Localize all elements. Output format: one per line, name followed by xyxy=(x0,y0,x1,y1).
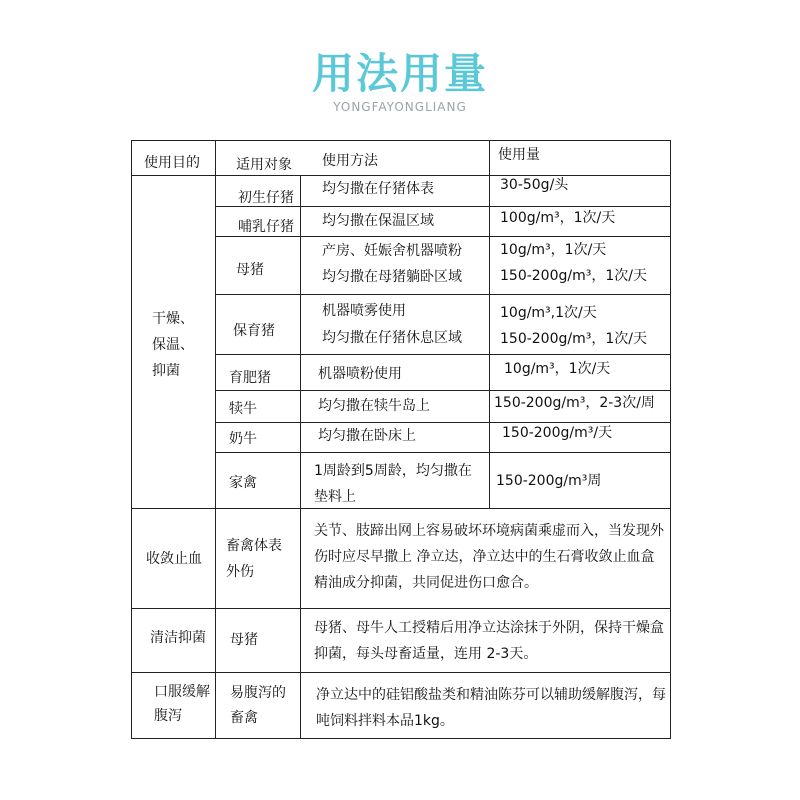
description-cell: 关节、肢蹄出网上容易破坏环境病菌乘虚而入，当发现外伤时应尽早撒上 净立达，净立达中的生石膏收敛止血盒精油成分抑菌，共同促进伤口愈合。 xyxy=(314,523,664,591)
dosage-cell: 150-200g/m³/天 xyxy=(502,425,613,441)
purpose-cell: 口服缓解 xyxy=(154,684,210,700)
dosage-table xyxy=(131,140,671,739)
purpose-cell: 收敛止血 xyxy=(146,551,202,567)
dosage-cell: 100g/m³，1次/天 xyxy=(500,210,616,226)
table-divider xyxy=(132,175,670,176)
target-cell: 家禽 xyxy=(229,475,257,491)
table-divider xyxy=(215,354,670,355)
table-divider xyxy=(132,608,670,609)
header-target: 适用对象 xyxy=(236,157,292,173)
dosage-cell: 150-200g/m³周 xyxy=(496,473,602,489)
target-cell: 母猪 xyxy=(230,632,258,648)
target-cell: 保育猪 xyxy=(233,323,275,339)
dosage-cell: 10g/m³,1次/天 xyxy=(500,305,597,321)
table-divider xyxy=(215,452,670,453)
dosage-cell: 30-50g/头 xyxy=(500,177,569,193)
method-cell: 机器喷雾使用 xyxy=(322,303,406,319)
header-method: 使用方法 xyxy=(322,153,378,169)
table-divider xyxy=(300,175,301,738)
dosage-cell: 150-200g/m³，1次/天 xyxy=(500,268,647,284)
purpose-cell: 干燥、 xyxy=(152,311,194,327)
dosage-cell: 10g/m³，1次/天 xyxy=(504,361,611,377)
target-cell: 外伤 xyxy=(226,564,254,580)
header-purpose: 使用目的 xyxy=(144,155,200,171)
purpose-cell: 腹泻 xyxy=(154,708,182,724)
page-subtitle: YONGFAYONGLIANG xyxy=(333,100,467,114)
method-cell: 1周龄到5周龄，均匀撒在 xyxy=(314,463,472,479)
method-cell: 机器喷粉使用 xyxy=(318,366,402,382)
target-cell: 初生仔猪 xyxy=(238,190,294,206)
method-cell: 均匀撒在保温区域 xyxy=(322,213,434,229)
table-divider xyxy=(215,141,216,738)
method-cell: 均匀撒在犊牛岛上 xyxy=(318,398,430,414)
method-cell: 均匀撒在卧床上 xyxy=(318,428,416,444)
target-cell: 易腹泻的 xyxy=(230,685,286,701)
purpose-cell: 清洁抑菌 xyxy=(150,630,206,646)
target-cell: 哺乳仔猪 xyxy=(238,219,294,235)
method-cell: 均匀撒在母猪躺卧区域 xyxy=(322,269,462,285)
target-cell: 育肥猪 xyxy=(229,370,271,386)
target-cell: 奶牛 xyxy=(229,431,257,447)
target-cell: 母猪 xyxy=(236,262,264,278)
dosage-cell: 150-200g/m³，2-3次/周 xyxy=(494,395,655,411)
method-cell: 均匀撒在仔猪休息区域 xyxy=(322,330,462,346)
purpose-cell: 保温、 xyxy=(152,337,194,353)
description-cell: 净立达中的硅铝酸盐类和精油陈芬可以辅助缓解腹泻，每吨饲料拌料本品1kg。 xyxy=(316,687,666,729)
table-divider xyxy=(489,141,490,508)
target-cell: 畜禽 xyxy=(230,710,258,726)
header-dosage: 使用量 xyxy=(498,147,540,163)
table-divider xyxy=(215,294,670,295)
target-cell: 畜禽体表 xyxy=(226,538,282,554)
dosage-cell: 10g/m³，1次/天 xyxy=(500,242,607,258)
method-cell: 垫料上 xyxy=(314,489,356,505)
purpose-cell: 抑菌 xyxy=(152,363,180,379)
method-cell: 产房、妊娠舍机器喷粉 xyxy=(322,243,462,259)
table-divider xyxy=(132,672,670,673)
description-cell: 母猪、母牛人工授精后用净立达涂抹于外阴，保持干燥盒抑菌，每头母畜适量，连用 2-3天。 xyxy=(314,620,664,662)
dosage-cell: 150-200g/m³，1次/天 xyxy=(500,331,647,347)
target-cell: 犊牛 xyxy=(229,401,257,417)
table-divider xyxy=(132,508,670,509)
page-title: 用法用量 xyxy=(311,49,488,98)
method-cell: 均匀撒在仔猪体表 xyxy=(322,181,434,197)
